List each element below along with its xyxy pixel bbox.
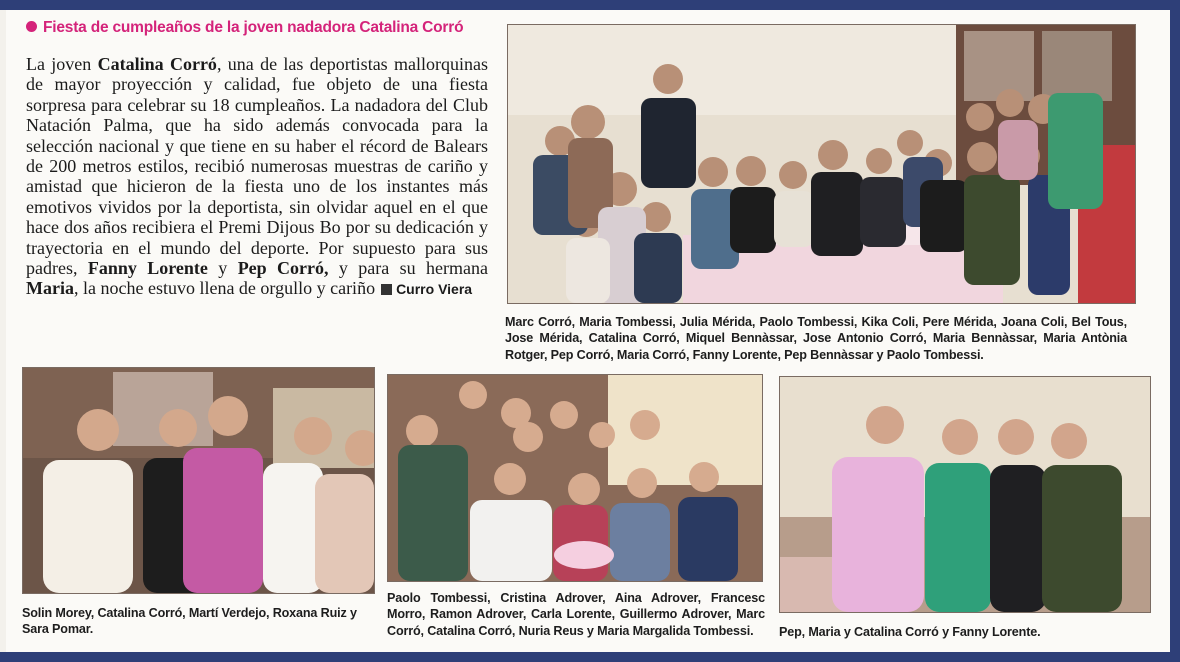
bullet-dot-icon <box>26 21 37 32</box>
article-text: y para su hermana <box>328 258 489 279</box>
caption-main: Marc Corró, Maria Tombessi, Julia Mérida, Paolo Tombessi, Kika Coli, Pere Mérida, Joana Coli, Bel Tous, Jose Mérida, Catalina Corró, Miquel Bennàssar, Jose Antonio Corró, Maria Bennàssar, Maria Antònia Rotger, Pep Corró, Maria Corró, Fanny Lorente, Pep Bennàssar y Paolo Tombessi. <box>505 315 1127 362</box>
photo-main-group <box>507 24 1136 304</box>
article-heading <box>26 19 496 37</box>
top-border <box>0 0 1180 10</box>
article-name-bold: Pep Corró, <box>237 258 329 279</box>
caption-right: Pep, Maria y Catalina Corró y Fanny Lorente. <box>779 625 1041 639</box>
photo-children <box>387 374 763 582</box>
article-name-bold: Catalina Corró <box>97 54 217 74</box>
article-text: , la noche estuvo llena de orgullo y cariño <box>73 278 376 299</box>
article-name-bold: Fanny Lorente <box>87 258 208 279</box>
end-square-icon <box>381 284 392 295</box>
photo-family <box>779 376 1151 613</box>
bottom-border <box>0 652 1180 662</box>
right-border <box>1170 0 1180 662</box>
article-text: , una de las deportistas mallorquinas de mayor proyección y calidad, fue objeto de una fiesta sorpresa para celebrar su 18 cumpleaños. La nadadora del Club Natación Palma, que ha sido además convocada para la selección nacional y que tiene en su haber el récord de Balears de 200 metros estilos, recibió numerosas muestras de cariño y amistad que hicieron de la fiesta uno de los instantes más emotivos vividos por la deportista, sin olvidar aquel en el que hace dos años recibiera el Premi Dijous Bo por su dedicación y trayectoria en el mundo del deporte. Por supuesto para sus padres, <box>26 54 488 279</box>
article-text: La joven <box>26 54 98 74</box>
caption-left: Solin Morey, Catalina Corró, Martí Verdejo, Roxana Ruiz y Sara Pomar. <box>22 606 357 637</box>
article-text: y <box>207 258 238 279</box>
heading-text: Fiesta de cumpleaños de la joven nadadora Catalina Corró <box>43 19 464 36</box>
article-body <box>26 54 488 300</box>
caption-middle: Paolo Tombessi, Cristina Adrover, Aina Adrover, Francesc Morro, Ramon Adrover, Carla Lorente, Guillermo Adrover, Marc Corró, Catalina Corró, Nuria Reus y Maria Margalida Tombessi. <box>387 591 765 638</box>
byline: Curro Viera <box>396 281 473 298</box>
photo-friends <box>22 367 375 594</box>
article-name-bold: Maria <box>26 278 74 299</box>
